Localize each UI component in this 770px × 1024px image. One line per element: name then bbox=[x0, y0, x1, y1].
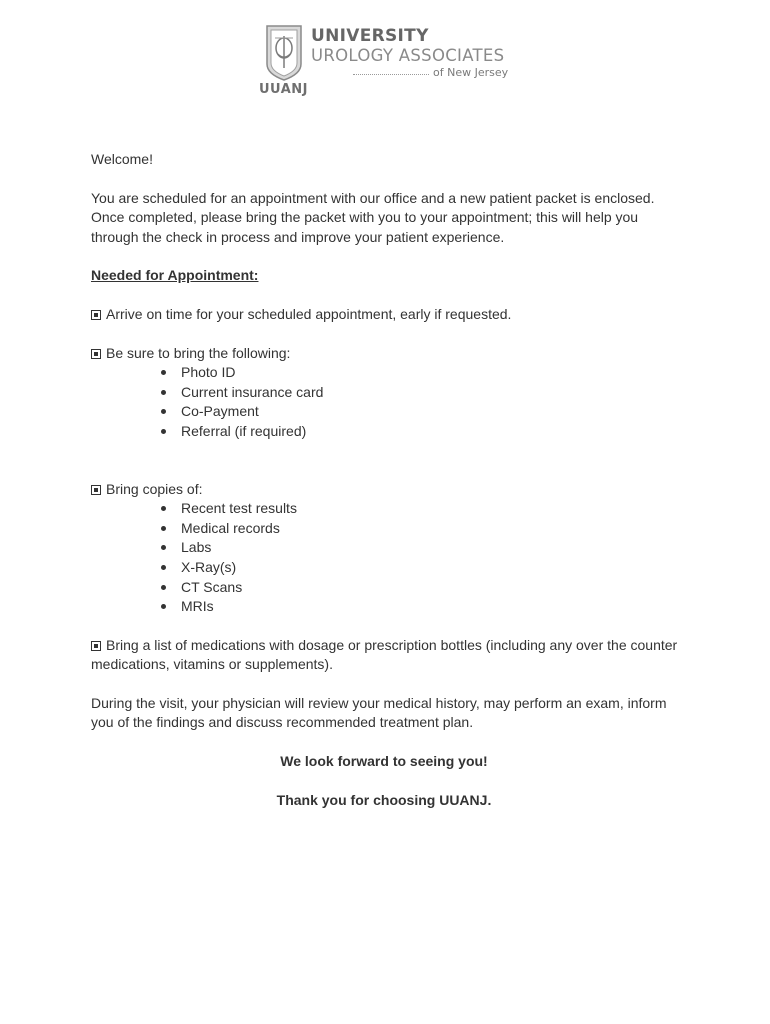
intro-paragraph bbox=[91, 189, 691, 248]
checklist-item-label: Arrive on time for your scheduled appointment, early if requested. bbox=[106, 305, 512, 322]
list-item: Labs bbox=[161, 538, 691, 558]
shield-emblem-icon bbox=[265, 24, 303, 82]
list-item: Medical records bbox=[161, 519, 691, 539]
intro-line: You are scheduled for an appointment with our office and a new patient packet is enclosed. bbox=[91, 189, 655, 206]
checklist-item-label: Be sure to bring the following: bbox=[106, 344, 291, 361]
visit-line: you of the findings and discuss recommended treatment plan. bbox=[91, 714, 474, 731]
checkbox-icon bbox=[91, 310, 101, 320]
closing-line-1: We look forward to seeing you! bbox=[280, 753, 488, 770]
section-heading: Needed for Appointment: bbox=[91, 267, 259, 284]
list-item: Current insurance card bbox=[161, 383, 691, 403]
closing-line-2: Thank you for choosing UUANJ. bbox=[276, 791, 492, 808]
visit-paragraph bbox=[91, 694, 691, 733]
checklist-item-label: Bring copies of: bbox=[106, 480, 203, 497]
list-item: MRIs bbox=[161, 597, 691, 617]
list-item: X-Ray(s) bbox=[161, 558, 691, 578]
intro-line: through the check in process and improve your patient experience. bbox=[91, 228, 505, 245]
copies-list bbox=[91, 499, 691, 617]
list-item: Referral (if required) bbox=[161, 422, 691, 442]
checklist-item-label-cont: medications, vitamins or supplements). bbox=[91, 656, 333, 673]
checklist-item-arrive bbox=[91, 305, 691, 325]
list-item: Photo ID bbox=[161, 363, 691, 383]
checkbox-icon bbox=[91, 349, 101, 359]
checklist-item-label: Bring a list of medications with dosage or prescription bottles (including any over the counter bbox=[106, 636, 678, 653]
logo-location: of New Jersey bbox=[433, 66, 509, 79]
checklist-item-medications bbox=[91, 636, 691, 675]
checklist-item-bring bbox=[91, 344, 691, 364]
logo-abbreviation: UUANJ bbox=[259, 82, 308, 97]
logo-title-line2: UROLOGY ASSOCIATES bbox=[311, 46, 505, 65]
logo-location-row bbox=[353, 67, 513, 81]
checklist-item-copies bbox=[91, 480, 691, 500]
greeting: Welcome! bbox=[91, 151, 153, 167]
visit-line: During the visit, your physician will review your medical history, may perform an exam, inform bbox=[91, 694, 667, 711]
list-item: Co-Payment bbox=[161, 402, 691, 422]
logo-title-line1: UNIVERSITY bbox=[311, 26, 429, 46]
dotted-rule bbox=[353, 74, 429, 75]
list-item: CT Scans bbox=[161, 578, 691, 598]
bring-list bbox=[91, 363, 691, 441]
practice-logo bbox=[259, 22, 529, 102]
list-item: Recent test results bbox=[161, 499, 691, 519]
welcome-letter bbox=[91, 150, 691, 810]
intro-line: Once completed, please bring the packet with you to your appointment; this will help you bbox=[91, 209, 639, 226]
checkbox-icon bbox=[91, 485, 101, 495]
checkbox-icon bbox=[91, 641, 101, 651]
